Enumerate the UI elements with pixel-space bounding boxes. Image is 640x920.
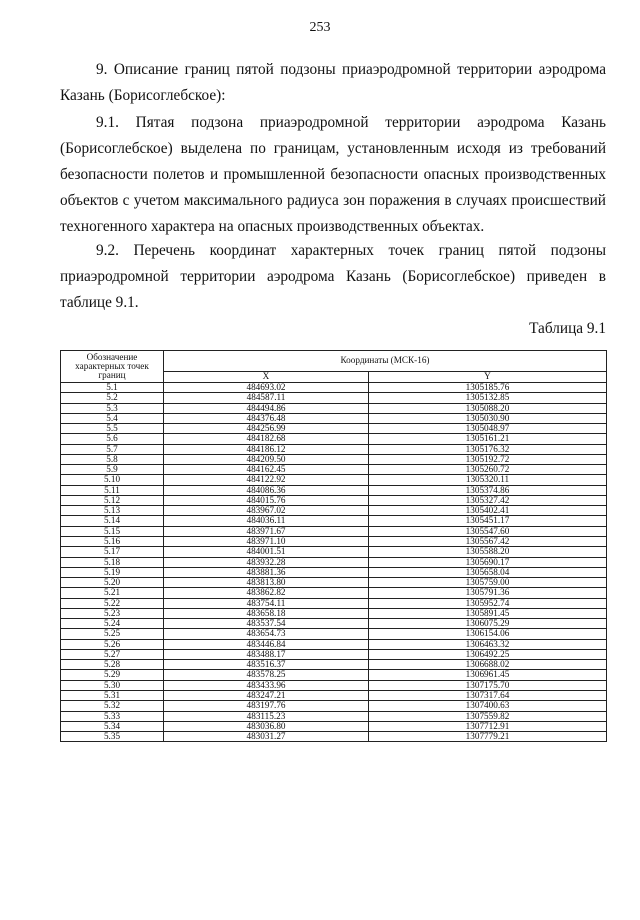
cell-x: 483881.36 [164,567,369,577]
header-coordinates: Координаты (МСК-16) [164,351,607,372]
cell-x: 484122.92 [164,475,369,485]
cell-y: 1305374.86 [369,485,607,495]
cell-x: 483115.23 [164,711,369,721]
table-row [61,403,607,413]
cell-y: 1305759.00 [369,578,607,588]
table-row [61,444,607,454]
cell-point: 5.33 [61,711,164,721]
header-point: Обозначение характерных точек границ [61,351,164,383]
table-row [61,680,607,690]
table-row [61,454,607,464]
table-row [61,639,607,649]
cell-y: 1305176.32 [369,444,607,454]
cell-x: 484186.12 [164,444,369,454]
cell-point: 5.34 [61,721,164,731]
table-row [61,424,607,434]
table-row [61,547,607,557]
paragraph-9-2-text: 9.2. Перечень координат характерных точек границ пятой подзоны приаэродромной территории аэродрома Казань (Борисоглебское) приведен в таблице 9.1. [60,242,606,311]
table-row [61,721,607,731]
cell-y: 1307175.70 [369,680,607,690]
cell-point: 5.19 [61,567,164,577]
cell-x: 483967.02 [164,506,369,516]
cell-point: 5.9 [61,465,164,475]
cell-point: 5.4 [61,413,164,423]
cell-x: 484036.11 [164,516,369,526]
cell-y: 1305030.90 [369,413,607,423]
cell-x: 483036.80 [164,721,369,731]
section-9-title-text: 9. Описание границ пятой подзоны приаэродромной территории аэродрома Казань (Борисоглебское): [60,61,606,104]
cell-x: 484494.86 [164,403,369,413]
cell-y: 1307400.63 [369,701,607,711]
cell-point: 5.14 [61,516,164,526]
table-row [61,629,607,639]
table-row [61,711,607,721]
cell-y: 1305320.11 [369,475,607,485]
cell-y: 1305192.72 [369,454,607,464]
table-row [61,536,607,546]
cell-x: 483862.82 [164,588,369,598]
cell-y: 1307317.64 [369,690,607,700]
cell-point: 5.30 [61,680,164,690]
cell-point: 5.11 [61,485,164,495]
cell-x: 483197.76 [164,701,369,711]
cell-y: 1306463.32 [369,639,607,649]
cell-x: 484086.36 [164,485,369,495]
cell-point: 5.22 [61,598,164,608]
cell-point: 5.3 [61,403,164,413]
table-row [61,670,607,680]
table-row [61,485,607,495]
cell-y: 1305891.45 [369,608,607,618]
table-row [61,598,607,608]
cell-x: 484209.50 [164,454,369,464]
table-row [61,660,607,670]
cell-point: 5.24 [61,619,164,629]
cell-y: 1305327.42 [369,495,607,505]
table-row [61,506,607,516]
cell-point: 5.35 [61,732,164,742]
paragraph-9-1-text: 9.1. Пятая подзона приаэродромной территории аэродрома Казань (Борисоглебское) выделена по границам, установленным исходя из требований безопасности полетов и промышленной безопасности опасных производственных объектов с учетом максимального радиуса зон поражения в случаях происшествий техногенного характера на опасных производственных объектах. [60,114,606,235]
cell-point: 5.7 [61,444,164,454]
cell-x: 483433.96 [164,680,369,690]
cell-x: 483932.28 [164,557,369,567]
cell-y: 1307779.21 [369,732,607,742]
cell-point: 5.5 [61,424,164,434]
cell-point: 5.18 [61,557,164,567]
cell-y: 1305547.60 [369,526,607,536]
table-row [61,465,607,475]
cell-y: 1306688.02 [369,660,607,670]
cell-y: 1306075.29 [369,619,607,629]
cell-y: 1305402.41 [369,506,607,516]
cell-x: 484693.02 [164,383,369,393]
cell-y: 1305088.20 [369,403,607,413]
header-x: X [164,372,369,383]
cell-point: 5.12 [61,495,164,505]
cell-x: 484001.51 [164,547,369,557]
table-row [61,516,607,526]
table-row [61,413,607,423]
table-row [61,649,607,659]
cell-x: 484587.11 [164,393,369,403]
cell-x: 483654.73 [164,629,369,639]
cell-point: 5.29 [61,670,164,680]
cell-y: 1306961.45 [369,670,607,680]
cell-point: 5.31 [61,690,164,700]
paragraph-9-1 [60,110,606,240]
cell-y: 1306154.06 [369,629,607,639]
cell-point: 5.10 [61,475,164,485]
cell-point: 5.23 [61,608,164,618]
cell-y: 1305161.21 [369,434,607,444]
table-row [61,526,607,536]
cell-x: 484162.45 [164,465,369,475]
table-row [61,578,607,588]
table-row [61,690,607,700]
cell-point: 5.28 [61,660,164,670]
cell-x: 483488.17 [164,649,369,659]
cell-point: 5.20 [61,578,164,588]
cell-x: 483658.18 [164,608,369,618]
cell-y: 1305690.17 [369,557,607,567]
cell-x: 483971.10 [164,536,369,546]
cell-x: 483971.67 [164,526,369,536]
cell-x: 483031.27 [164,732,369,742]
cell-point: 5.15 [61,526,164,536]
cell-point: 5.6 [61,434,164,444]
cell-x: 483813.80 [164,578,369,588]
cell-x: 483516.37 [164,660,369,670]
table-row [61,701,607,711]
cell-point: 5.1 [61,383,164,393]
table-row [61,393,607,403]
cell-y: 1305791.36 [369,588,607,598]
section-9-title [60,57,606,109]
cell-point: 5.25 [61,629,164,639]
table-row [61,383,607,393]
table-body [61,383,607,742]
table-row [61,434,607,444]
cell-y: 1305185.76 [369,383,607,393]
cell-y: 1307559.82 [369,711,607,721]
cell-x: 483247.21 [164,690,369,700]
cell-x: 484182.68 [164,434,369,444]
cell-point: 5.27 [61,649,164,659]
cell-point: 5.26 [61,639,164,649]
cell-y: 1306492.25 [369,649,607,659]
table-row [61,495,607,505]
table-row [61,557,607,567]
table-row [61,475,607,485]
cell-y: 1305588.20 [369,547,607,557]
cell-x: 483446.84 [164,639,369,649]
coordinates-table [60,350,607,742]
cell-x: 484256.99 [164,424,369,434]
cell-point: 5.13 [61,506,164,516]
table-row [61,567,607,577]
cell-y: 1305567.42 [369,536,607,546]
cell-point: 5.32 [61,701,164,711]
cell-point: 5.2 [61,393,164,403]
cell-point: 5.16 [61,536,164,546]
cell-x: 484015.76 [164,495,369,505]
table-row [61,588,607,598]
cell-x: 483578.25 [164,670,369,680]
cell-x: 484376.48 [164,413,369,423]
cell-x: 483537.54 [164,619,369,629]
cell-point: 5.21 [61,588,164,598]
table-row [61,619,607,629]
paragraph-9-2 [60,238,606,316]
cell-y: 1305048.97 [369,424,607,434]
cell-x: 483754.11 [164,598,369,608]
table-caption: Таблица 9.1 [529,320,606,337]
cell-y: 1307712.91 [369,721,607,731]
cell-y: 1305658.04 [369,567,607,577]
table-row [61,608,607,618]
cell-y: 1305451.17 [369,516,607,526]
cell-y: 1305132.85 [369,393,607,403]
table-row [61,732,607,742]
cell-y: 1305260.72 [369,465,607,475]
cell-point: 5.17 [61,547,164,557]
cell-point: 5.8 [61,454,164,464]
header-y: Y [369,372,607,383]
cell-y: 1305952.74 [369,598,607,608]
page-number: 253 [309,20,331,35]
